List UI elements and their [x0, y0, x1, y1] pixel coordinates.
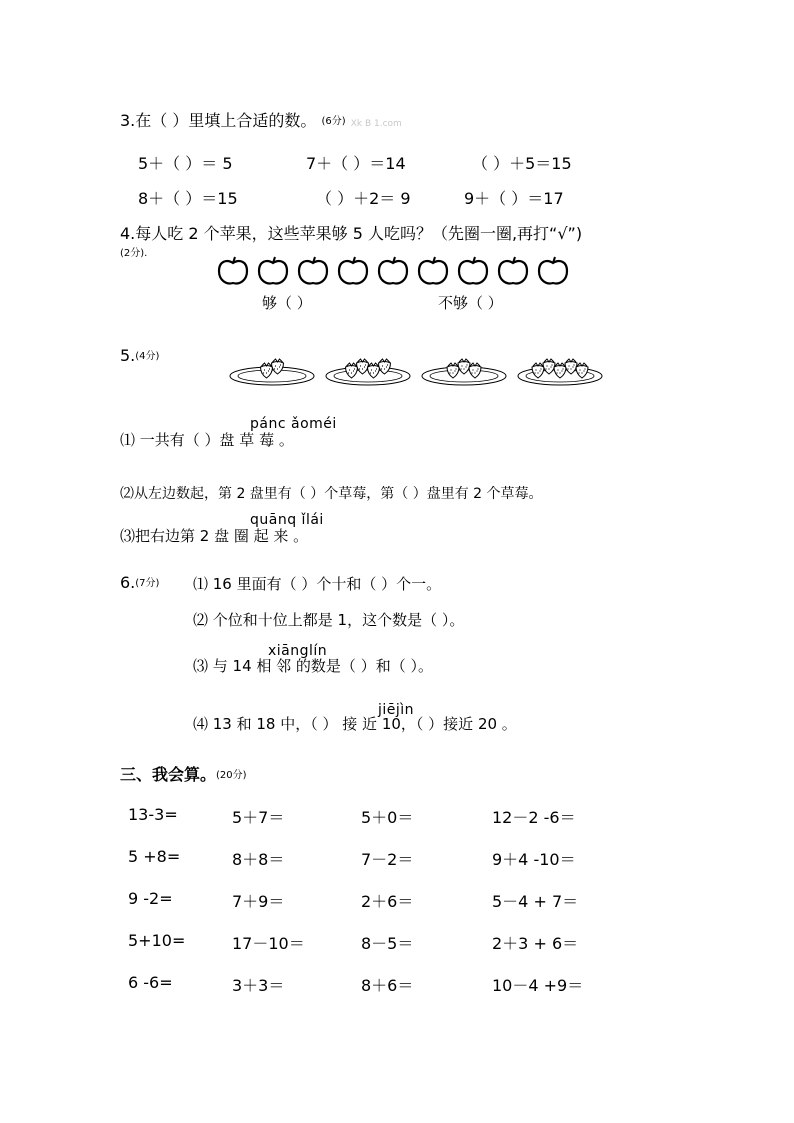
q3-title [120, 108, 402, 131]
strawberry-plate [230, 359, 314, 385]
calc-problem: 5－4 + 7＝ [492, 892, 579, 911]
q3-title-text: 3.在（ ）里填上合适的数。 [120, 111, 317, 130]
calc-problem: 8－5＝ [361, 934, 414, 953]
q3-row2-b: （ ）＋2＝ 9 [316, 189, 411, 208]
strawberry-plates-illustration [226, 352, 606, 388]
calc-problem: 13-3= [128, 805, 178, 824]
calc-problem: 9＋4 -10＝ [492, 850, 576, 869]
q5-p1-pinyin: pánc ǎoméi [250, 416, 337, 432]
section3-score: (20分) [216, 770, 247, 781]
apple [259, 257, 287, 283]
q5-p2: ⑵从左边数起，第 2 盘里有（ ）个草莓，第（ ）盘里有 2 个草莓。 [120, 486, 543, 502]
q3-watermark: Xk B 1.com [350, 119, 402, 129]
q5-p3-pinyin: quānq ǐlái [250, 512, 324, 528]
apple [539, 257, 567, 283]
q4-option-enough: 够（ ） [262, 294, 312, 312]
q5-label [120, 346, 159, 365]
apple [419, 257, 447, 283]
q3-row1-a: 5＋（ ）＝ 5 [138, 154, 233, 173]
q5-p1: ⑴ 一共有（ ）盘 草 莓 。 [120, 431, 294, 449]
q4-option-not-enough: 不够（ ） [438, 294, 503, 312]
q6-p2: ⑵ 个位和十位上都是 1，这个数是（ ）。 [193, 611, 465, 629]
calc-problem: 7－2＝ [361, 850, 414, 869]
calc-problem: 9 -2= [128, 889, 173, 908]
calc-problem: 5+10= [128, 931, 186, 950]
q6-label-text: 6. [120, 573, 136, 592]
q4-title: 4.每人吃 2 个苹果，这些苹果够 5 人吃吗？（先圈一圈,再打“√”) [120, 224, 583, 243]
q4-score: (2分). [120, 248, 148, 259]
q5-label-text: 5. [120, 346, 136, 365]
apple [459, 257, 487, 283]
q6-score: (7分) [135, 578, 160, 589]
q6-p4-pinyin: jiējìn [378, 702, 415, 718]
q6-p3: ⑶ 与 14 相 邻 的数是（ ）和（ ）。 [193, 657, 433, 675]
strawberry-plate [422, 359, 506, 385]
q3-row2-a: 8＋（ ）＝15 [138, 189, 238, 208]
q6-label [120, 573, 159, 592]
apple [299, 257, 327, 283]
apples-illustration [216, 256, 576, 288]
q3-row1-b: 7＋（ ）＝14 [306, 154, 406, 173]
q6-p1: ⑴ 16 里面有（ ）个十和（ ）个一。 [193, 575, 442, 593]
calc-problem: 10－4 +9＝ [492, 976, 584, 995]
q6-p3-pinyin: xiānglín [268, 643, 328, 659]
calc-problem: 5 +8= [128, 847, 181, 866]
calc-problem: 2＋6＝ [361, 892, 414, 911]
strawberry-plate [518, 359, 602, 385]
calc-problem: 8＋8＝ [232, 850, 285, 869]
calc-problem: 8＋6＝ [361, 976, 414, 995]
calc-problem: 2＋3 + 6＝ [492, 934, 579, 953]
q3-score: (6分) [321, 116, 346, 127]
strawberry-plate [326, 359, 410, 385]
calc-problem: 12－2 -6＝ [492, 808, 576, 827]
calc-problem: 5＋0＝ [361, 808, 414, 827]
section3-title [120, 762, 247, 785]
q5-p3: ⑶把右边第 2 盘 圈 起 来 。 [120, 527, 309, 545]
section3-title-text: 三、我会算。 [120, 765, 217, 784]
calc-problem: 6 -6= [128, 973, 173, 992]
calc-problem: 5＋7＝ [232, 808, 285, 827]
calc-problem: 3＋3＝ [232, 976, 285, 995]
q6-p4: ⑷ 13 和 18 中，（ ） 接 近 10，（ ）接近 20 。 [193, 715, 517, 733]
apple [339, 257, 367, 283]
calc-problem: 17－10＝ [232, 934, 305, 953]
q3-row1-c: （ ）＋5＝15 [472, 154, 572, 173]
q3-row2-c: 9＋（ ）＝17 [464, 189, 564, 208]
apple [379, 257, 407, 283]
apple [499, 257, 527, 283]
apple [219, 257, 247, 283]
calc-problem: 7＋9＝ [232, 892, 285, 911]
q5-score: (4分) [135, 351, 160, 362]
